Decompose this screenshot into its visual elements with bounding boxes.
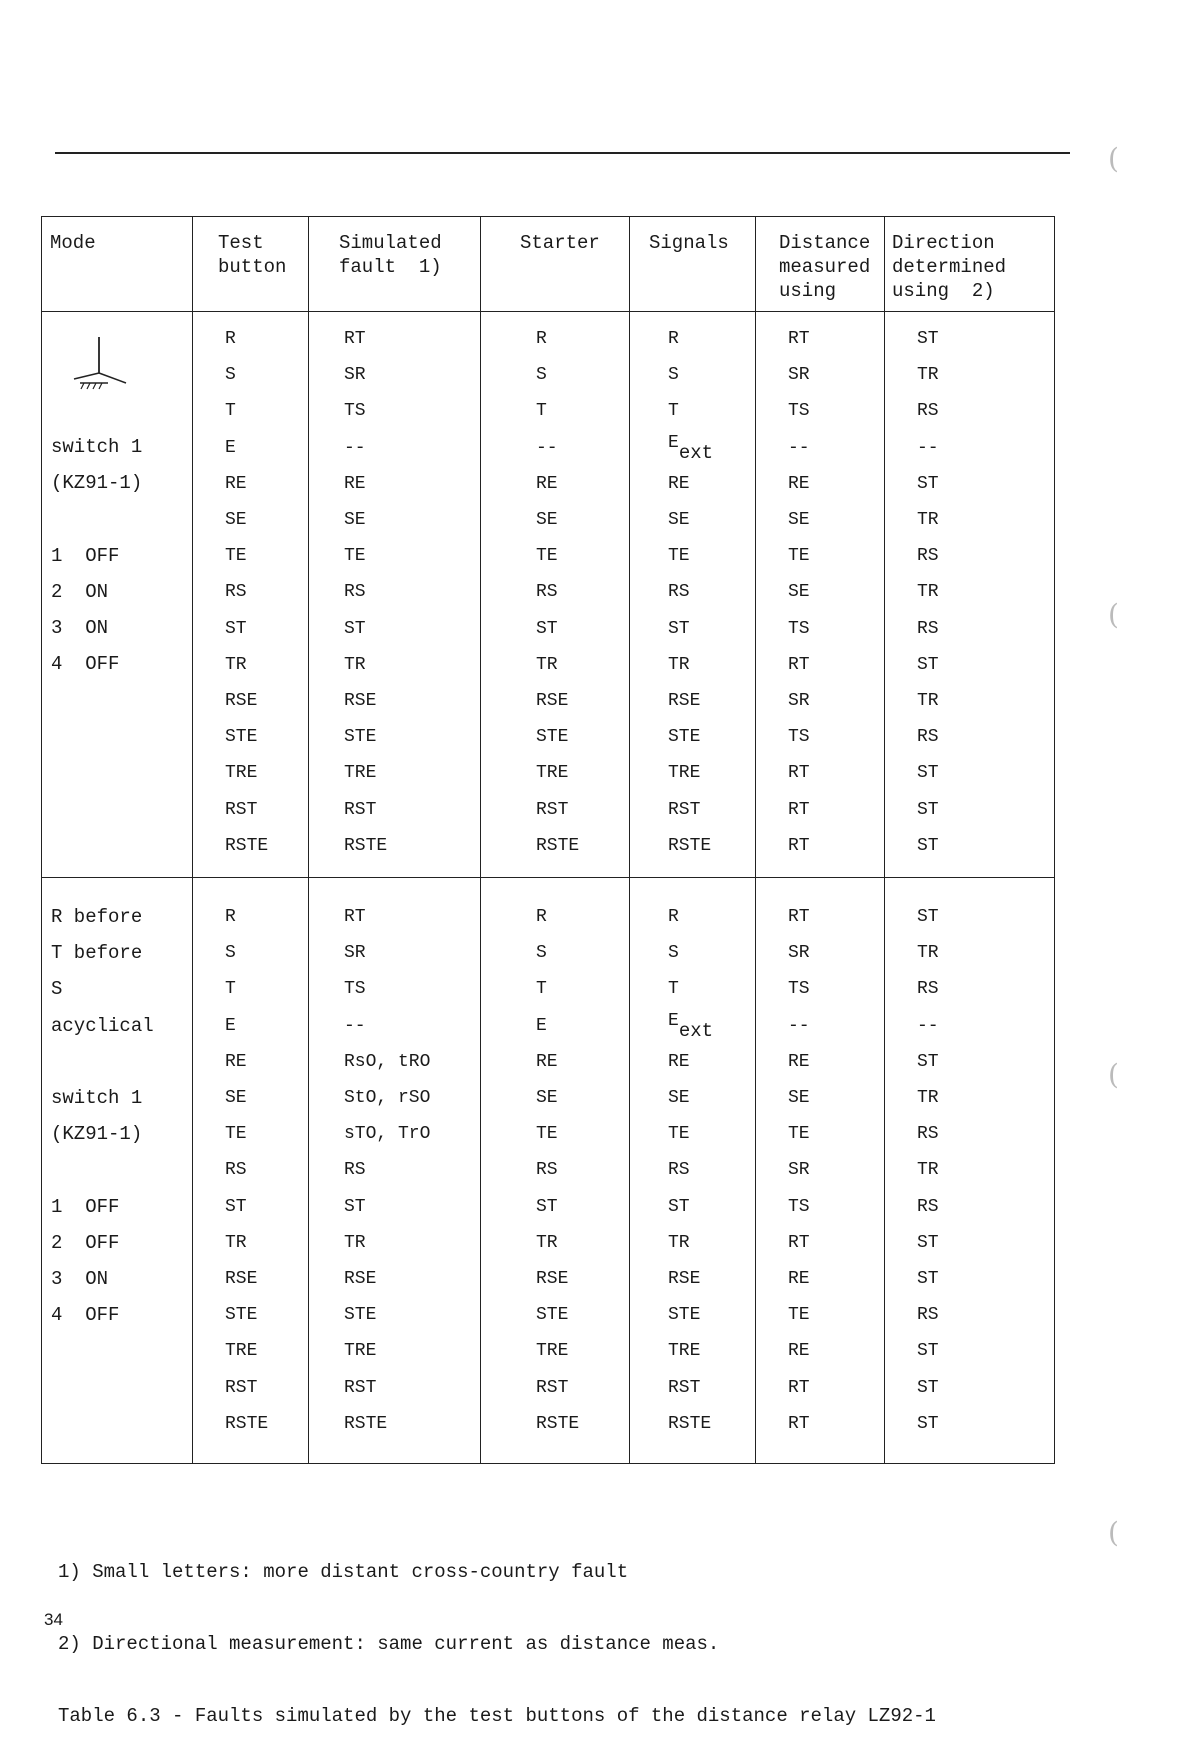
page-number: 34: [44, 1610, 63, 1629]
table-cell: S: [225, 943, 236, 964]
table-cell: RS: [225, 1160, 247, 1181]
column-header: [50, 231, 96, 255]
table-cell: [668, 1010, 714, 1042]
table-cell: RSTE: [668, 835, 712, 856]
column-header-line: using 2): [892, 280, 995, 302]
table-cell: STE: [536, 727, 569, 748]
table-cell: SR: [344, 943, 366, 964]
table-cell: RS: [917, 1124, 939, 1145]
table-cell: SE: [788, 510, 810, 530]
table-cell: ST: [917, 329, 939, 349]
table-cell: S: [668, 943, 679, 964]
table-cell: STE: [225, 727, 258, 748]
table-cell: SE: [668, 510, 690, 530]
table-cell: S: [536, 943, 547, 964]
table-cell: RE: [788, 473, 810, 494]
table-cell: TRE: [344, 1341, 377, 1362]
table-cell: --: [344, 437, 366, 458]
table-cell: RE: [344, 473, 366, 494]
table-cell: S: [225, 365, 236, 386]
footnote-2: 2) Directional measurement: same current as distance meas.: [58, 1633, 720, 1655]
column-header: [218, 231, 286, 279]
table-cell: TR: [917, 1160, 939, 1181]
table-cell: SE: [788, 582, 810, 603]
table-cell: RS: [668, 582, 690, 603]
table-cell: TR: [344, 1232, 366, 1253]
table-cell: ST: [917, 473, 939, 494]
column-header-line: using: [779, 280, 837, 302]
table-cell: RS: [917, 979, 939, 1000]
table-cell: TRE: [668, 1341, 701, 1362]
table-cell: RSE: [225, 691, 258, 711]
margin-mark: (: [1108, 1516, 1119, 1549]
table-cell: TR: [225, 654, 247, 675]
top-rule: [55, 152, 1070, 154]
table-cell: TS: [788, 979, 810, 1000]
column-header-line: Starter: [520, 232, 600, 254]
table-cell: RS: [668, 1160, 690, 1181]
earth-ground-icon: [70, 335, 134, 395]
table-cell: RE: [788, 1269, 810, 1289]
table-cell: RT: [788, 763, 810, 784]
cell-main: E: [668, 1010, 679, 1031]
column-header-line: Distance: [779, 232, 871, 254]
table-cell: RSTE: [668, 1413, 712, 1434]
table-cell: TS: [344, 401, 366, 422]
table-cell: TRE: [344, 763, 377, 784]
table-cell: TE: [788, 546, 810, 567]
table-cell: RSE: [344, 691, 377, 711]
table-cell: TRE: [225, 1341, 258, 1362]
table-cell: TS: [344, 979, 366, 1000]
table-cell: ST: [917, 1269, 939, 1289]
table-cell: RST: [225, 799, 258, 820]
cell-subscript: ext: [678, 1019, 714, 1042]
mode-line: (KZ91-1): [51, 1123, 143, 1146]
column-header-line: button: [218, 256, 287, 278]
mode-line: (KZ91-1): [51, 472, 143, 495]
table-cell: TR: [917, 365, 939, 386]
table-cell: RSTE: [225, 835, 269, 856]
table-cell: TR: [668, 1232, 690, 1253]
table-cell: T: [225, 979, 236, 1000]
footnote-1: 1) Small letters: more distant cross-country fault: [58, 1561, 629, 1583]
table-cell: E: [536, 1015, 547, 1036]
table-cell: SR: [788, 691, 810, 711]
mode-line: 3 ON: [51, 617, 109, 639]
table-cell: TR: [536, 1232, 558, 1253]
table-cell: RS: [225, 582, 247, 603]
table-cell: TR: [917, 691, 939, 711]
cell-subscript: ext: [678, 441, 714, 464]
table-cell: RST: [668, 799, 701, 820]
table-cell: RS: [917, 1305, 939, 1326]
table-cell: TS: [788, 401, 810, 422]
table-cell: sTO, TrO: [344, 1124, 431, 1145]
table-cell: ST: [344, 1196, 366, 1217]
margin-mark: (: [1108, 598, 1119, 631]
table-cell: SR: [788, 365, 810, 386]
table-cell: E: [225, 1015, 236, 1036]
table-cell: STE: [668, 727, 701, 748]
table-cell: RT: [788, 907, 810, 927]
table-cell: SE: [536, 1088, 558, 1108]
mode-line: 2 OFF: [51, 1231, 120, 1254]
table-cell: RS: [917, 401, 939, 422]
table-cell: RS: [344, 1160, 366, 1181]
table-cell: RST: [536, 799, 569, 820]
column-header-line: measured: [779, 256, 871, 278]
table-cell: SE: [536, 510, 558, 530]
table-cell: RSE: [344, 1269, 377, 1289]
table-cell: RS: [344, 582, 366, 603]
table-cell: RE: [788, 1341, 810, 1362]
table-cell: ST: [917, 907, 939, 927]
table-cell: --: [788, 1015, 810, 1036]
table-cell: SR: [788, 943, 810, 964]
table-cell: RE: [668, 1051, 690, 1072]
table-cell: RST: [225, 1377, 258, 1398]
table-cell: --: [917, 437, 939, 458]
table-cell: ST: [917, 763, 939, 784]
table-cell: RS: [917, 546, 939, 567]
table-cell: RT: [788, 835, 810, 856]
table-cell: ST: [917, 1341, 939, 1362]
table-cell: RT: [788, 799, 810, 820]
table-cell: RE: [668, 473, 690, 494]
table-cell: ST: [225, 618, 247, 639]
table-cell: RT: [788, 1377, 810, 1398]
table-cell: TE: [536, 1124, 558, 1145]
mode-line: switch 1: [51, 436, 143, 458]
table-cell: RT: [788, 1413, 810, 1434]
mode-line: T before: [51, 942, 143, 965]
table-cell: STE: [668, 1305, 701, 1326]
table-cell: RT: [344, 329, 366, 349]
column-header: [892, 231, 1006, 303]
table-cell: RT: [788, 654, 810, 675]
table-cell: SR: [344, 365, 366, 386]
table-cell: --: [536, 437, 558, 458]
table-cell: ST: [917, 1051, 939, 1072]
table-cell: T: [225, 401, 236, 422]
column-header-line: Mode: [50, 232, 96, 254]
table-cell: RST: [344, 799, 377, 820]
table-cell: S: [536, 365, 547, 386]
table-cell: STE: [225, 1305, 258, 1326]
table-cell: STE: [536, 1305, 569, 1326]
mode-line: acyclical: [51, 1014, 154, 1037]
table-cell: ST: [917, 1232, 939, 1253]
column-header: [779, 231, 870, 303]
table-cell: ST: [225, 1196, 247, 1217]
table-cell: SE: [668, 1088, 690, 1108]
table-cell: ST: [536, 618, 558, 639]
column-header-line: Direction: [892, 232, 995, 254]
table-cell: ST: [536, 1196, 558, 1217]
mode-line: switch 1: [51, 1087, 143, 1109]
table-cell: ST: [668, 618, 690, 639]
table-cell: R: [225, 907, 236, 927]
table-cell: RSTE: [344, 835, 388, 856]
table-cell: --: [344, 1015, 366, 1036]
column-header: [520, 231, 600, 255]
table-cell: TE: [668, 1124, 690, 1145]
column-header: [649, 231, 729, 255]
table-cell: RSTE: [536, 1413, 580, 1434]
table-cell: RE: [225, 1051, 247, 1072]
table-cell: TR: [536, 654, 558, 675]
table-cell: --: [788, 437, 810, 458]
column-header-line: Signals: [649, 232, 729, 254]
column-header-line: determined: [892, 256, 1007, 278]
column-header-line: fault 1): [339, 256, 442, 278]
table-cell: ST: [344, 618, 366, 639]
table-cell: T: [536, 401, 547, 422]
table-cell: SE: [225, 1088, 247, 1108]
table-cell: RSE: [536, 1269, 569, 1289]
table-cell: R: [536, 907, 547, 927]
table-caption: Table 6.3 - Faults simulated by the test buttons of the distance relay LZ92-1: [58, 1705, 936, 1727]
table-cell: RSTE: [225, 1413, 269, 1434]
table-cell: RS: [917, 1196, 939, 1217]
table-cell: TS: [788, 727, 810, 748]
table-cell: TE: [668, 546, 690, 567]
table-cell: TR: [225, 1232, 247, 1253]
mode-line: 1 OFF: [51, 1195, 120, 1218]
table-cell: RS: [536, 582, 558, 603]
table-cell: ST: [668, 1196, 690, 1217]
table-cell: RT: [788, 1232, 810, 1253]
table-cell: RS: [536, 1160, 558, 1181]
mode-line: 4 OFF: [51, 653, 120, 676]
table-cell: RSE: [225, 1269, 258, 1289]
table-cell: RE: [536, 473, 558, 494]
margin-mark: (: [1108, 142, 1119, 175]
table-cell: TS: [788, 618, 810, 639]
table-cell: T: [668, 401, 679, 422]
table-cell: T: [668, 979, 679, 1000]
table-cell: [668, 432, 714, 464]
table-cell: RSE: [668, 691, 701, 711]
table-cell: TS: [788, 1196, 810, 1217]
table-cell: RSTE: [344, 1413, 388, 1434]
table-cell: RST: [668, 1377, 701, 1398]
column-header-line: Simulated: [339, 232, 442, 254]
table-cell: TE: [788, 1124, 810, 1145]
table-cell: TR: [917, 943, 939, 964]
table-cell: TRE: [668, 763, 701, 784]
table-cell: R: [536, 329, 547, 349]
table-cell: TE: [536, 546, 558, 567]
mode-line: 2 ON: [51, 580, 109, 603]
table-cell: RSTE: [536, 835, 580, 856]
table-cell: StO, rSO: [344, 1088, 431, 1108]
table-cell: R: [225, 329, 236, 349]
table-cell: RT: [344, 907, 366, 927]
table-cell: E: [225, 437, 236, 458]
table-cell: RST: [536, 1377, 569, 1398]
cell-main: E: [668, 432, 679, 453]
table-cell: RT: [788, 329, 810, 349]
table-cell: TE: [344, 546, 366, 567]
table-cell: STE: [344, 727, 377, 748]
table-cell: R: [668, 907, 679, 927]
table-cell: R: [668, 329, 679, 349]
table-cell: SE: [225, 510, 247, 530]
table-cell: RS: [917, 727, 939, 748]
table-cell: RsO, tRO: [344, 1051, 431, 1072]
table-cell: STE: [344, 1305, 377, 1326]
table-cell: RST: [344, 1377, 377, 1398]
table-cell: RSE: [536, 691, 569, 711]
mode-line: 1 OFF: [51, 544, 120, 567]
margin-mark: (: [1108, 1058, 1119, 1091]
footnotes: [58, 1512, 936, 1752]
column-header: [339, 231, 442, 279]
table-cell: ST: [917, 1377, 939, 1398]
mode-line: S: [51, 978, 63, 1001]
table-cell: TRE: [536, 763, 569, 784]
table-cell: SE: [344, 510, 366, 530]
table-cell: TR: [917, 1088, 939, 1108]
table-cell: TR: [344, 654, 366, 675]
table-cell: ST: [917, 835, 939, 856]
table-cell: TE: [225, 546, 247, 567]
table-cell: --: [917, 1015, 939, 1036]
table-cell: RE: [225, 473, 247, 494]
table-cell: RE: [788, 1051, 810, 1072]
table-cell: T: [536, 979, 547, 1000]
table-cell: TRE: [536, 1341, 569, 1362]
table-cell: RS: [917, 618, 939, 639]
table-cell: S: [668, 365, 679, 386]
table-cell: TR: [917, 510, 939, 530]
table-cell: TE: [225, 1124, 247, 1145]
table-cell: SR: [788, 1160, 810, 1181]
table-cell: ST: [917, 654, 939, 675]
table-cell: ST: [917, 799, 939, 820]
table-cell: RSE: [668, 1269, 701, 1289]
table-cell: ST: [917, 1413, 939, 1434]
table-cell: TR: [917, 582, 939, 603]
table-cell: SE: [788, 1088, 810, 1108]
table-cell: RE: [536, 1051, 558, 1072]
table-cell: TR: [668, 654, 690, 675]
table-cell: TE: [788, 1305, 810, 1326]
table-cell: TRE: [225, 763, 258, 784]
faults-table: [41, 216, 1055, 1464]
mode-line: 3 ON: [51, 1268, 109, 1290]
mode-line: R before: [51, 906, 143, 928]
column-header-line: Test: [218, 232, 264, 254]
mode-line: 4 OFF: [51, 1304, 120, 1327]
